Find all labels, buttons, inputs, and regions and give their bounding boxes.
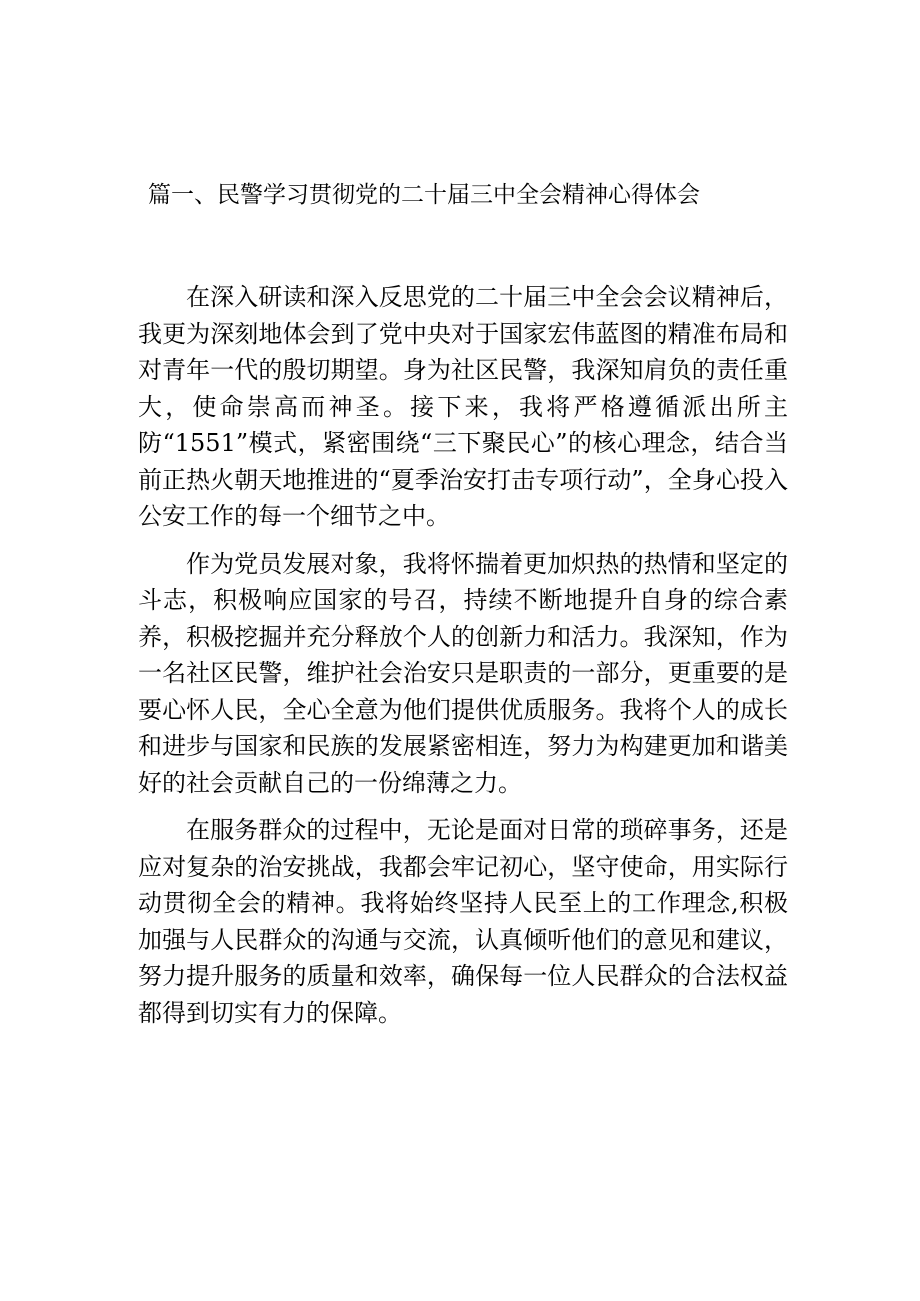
document-title: 篇一、民警学习贯彻党的二十届三中全会精神心得体会 [148,182,700,208]
document-body [138,279,788,1042]
paragraph-3: 在服务群众的过程中，无论是面对日常的琐碎事务，还是应对复杂的治安挑战，我都会牢记初心，坚守使命，用实际行动贯彻全会的精神。我将始终坚持人民至上的工作理念,积极加强与人民群众的沟通与交流，认真倾听他们的意见和建议，努力提升服务的质量和效率，确保每一位人民群众的合法权益都得到切实有力的保障。 [138,816,788,1027]
paragraph-1: 在深入研读和深入反思党的二十届三中全会会议精神后，我更为深刻地体会到了党中央对于国家宏伟蓝图的精准布局和对青年一代的殷切期望。身为社区民警，我深知肩负的责任重大，使命崇高而神圣。接下来，我将严格遵循派出所主防“1551”模式，紧密围绕“三下聚民心”的核心理念，结合当前正热火朝天地推进的“夏季治安打击专项行动”，全身心投入公安工作的每一个细节之中。 [138,283,788,530]
paragraph-2: 作为党员发展对象，我将怀揣着更加炽热的热情和坚定的斗志，积极响应国家的号召，持续不断地提升自身的综合素养，积极挖掘并充分释放个人的创新力和活力。我深知，作为一名社区民警，维护社会治安只是职责的一部分，更重要的是要心怀人民，全心全意为他们提供优质服务。我将个人的成长和进步与国家和民族的发展紧密相连，努力为构建更加和谐美好的社会贡献自己的一份绵薄之力。 [138,549,788,797]
